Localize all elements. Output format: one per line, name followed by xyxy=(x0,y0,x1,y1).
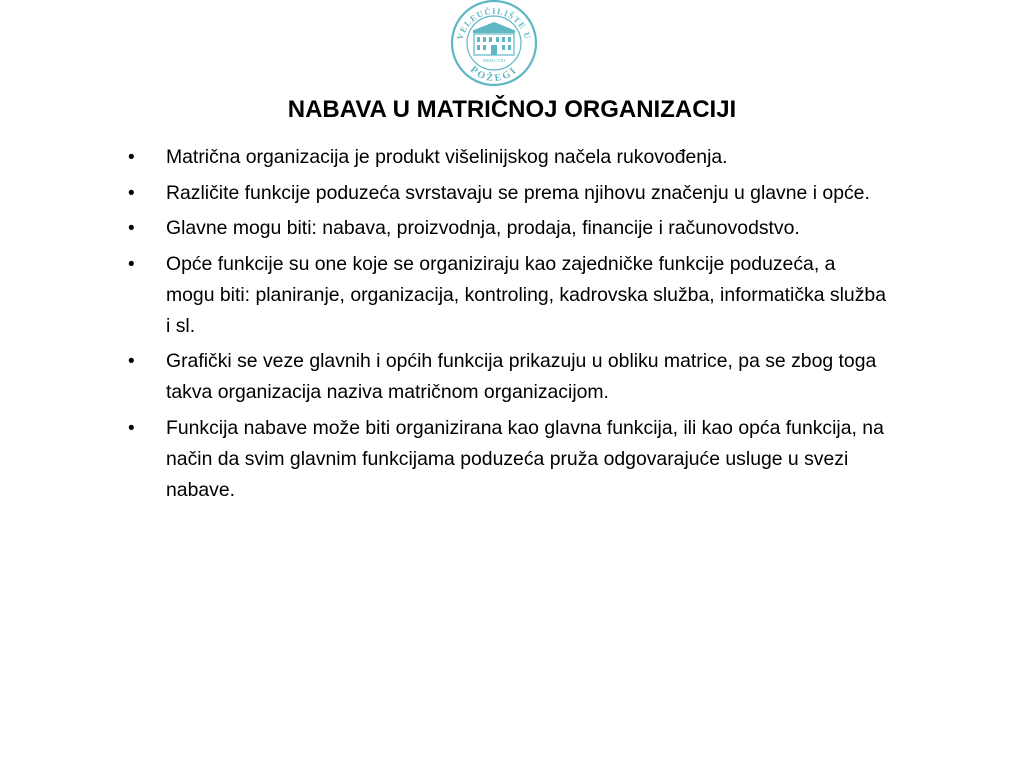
bullet-text: Glavne mogu biti: nabava, proizvodnja, prodaja, financije i računovodstvo. xyxy=(166,217,800,239)
bullet-text: Matrična organizacija je produkt višelinijskog načela rukovođenja. xyxy=(166,146,728,168)
bullet-icon: • xyxy=(128,182,135,204)
bullet-text: Opće funkcije su one koje se organiziraju kao zajedničke funkcije poduzeća, a mogu biti: planiranje, organizacija, kontroling, kadrovska služba, informatička služba i sl. xyxy=(166,252,886,337)
slide-title: NABAVA U MATRIČNOJ ORGANIZACIJI xyxy=(287,96,737,123)
bullet-icon: • xyxy=(128,253,135,275)
institution-seal-icon xyxy=(444,0,544,88)
bullet-icon: • xyxy=(128,218,135,239)
seal-text-top: VELEUČILIŠTE U xyxy=(454,5,534,41)
bullet-item xyxy=(126,213,886,244)
bullet-item xyxy=(126,178,886,209)
bullet-icon: • xyxy=(128,147,135,168)
bullet-text: Grafički se veze glavnih i općih funkcija prikazuju u obliku matrice, pa se zbog toga takva organizacija naziva matričnom organizacijom. xyxy=(166,350,877,403)
bullet-item xyxy=(126,142,886,173)
seal-year: MMXCVIII xyxy=(483,58,505,63)
building-icon xyxy=(473,22,515,55)
bullet-text: Različite funkcije poduzeća svrstavaju se prema njihovu značenju u glavne i opće. xyxy=(166,181,870,204)
bullet-item xyxy=(126,413,886,506)
bullet-item xyxy=(126,249,886,342)
bullet-text: Funkcija nabave može biti organizirana kao glavna funkcija, ili kao opća funkcija, na način da svim glavnim funkcijama poduzeća pruža odgovarajuće usluge u svezi nabave. xyxy=(166,416,884,501)
seal-graphic xyxy=(444,0,544,88)
bullet-icon: • xyxy=(128,351,135,372)
bullet-item xyxy=(126,346,886,408)
seal-text-bottom: POŽEGI xyxy=(467,64,521,85)
bullet-list xyxy=(126,142,886,510)
bullet-icon: • xyxy=(128,417,135,439)
